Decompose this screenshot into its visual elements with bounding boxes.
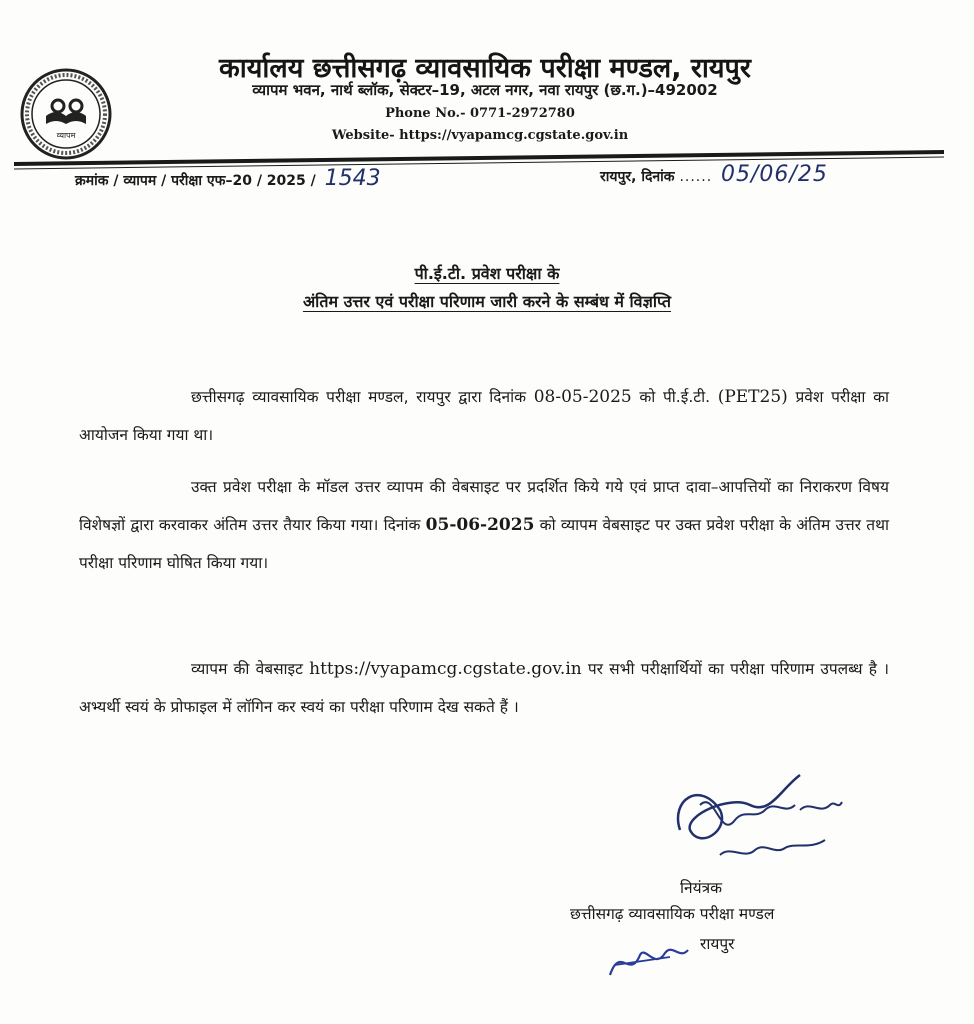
vyapam-logo xyxy=(20,68,112,160)
date-dots: ...... xyxy=(679,169,713,185)
paragraph-3-text-b: पर सभी परीक्षार्थियों का परीक्षा परिणाम उपलब्ध है । अभ्यर्थी स्वयं के प्रोफाइल में लॉगिन कर स्वयं का परीक्षा परिणाम देख सकते हैं । xyxy=(79,660,889,716)
reference-number: 1543 xyxy=(324,166,381,191)
subject-line-2 xyxy=(0,290,974,312)
subject-line-1 xyxy=(0,262,974,284)
paragraph-1-text-a: छत्तीसगढ़ व्यावसायिक परीक्षा मण्डल, रायपुर द्वारा दिनांक xyxy=(191,388,534,406)
subject-line-1-text: पी.ई.टी. प्रवेश परीक्षा के xyxy=(414,264,560,283)
paragraph-3 xyxy=(79,650,889,726)
paragraph-2-text-a: उक्त प्रवेश परीक्षा के मॉडल उत्तर व्यापम की वेबसाइट पर प्रदर्शित किये गये एवं प्राप्त दावा–आपत्तियों का निराकरण विषय विशेषज्ञों द्वारा करवाकर अंतिम उत्तर तैयार किया गया। दिनांक xyxy=(79,478,889,534)
paragraph-1-text-c: प्रवेश परीक्षा का आयोजन किया गया था। xyxy=(79,388,889,444)
paragraph-1 xyxy=(79,378,889,454)
paragraph-3-text-a: व्यापम की वेबसाइट xyxy=(191,660,310,678)
exam-code: (PET25) xyxy=(717,387,788,407)
office-address: व्यापम भवन, नार्थ ब्लॉक, सेक्टर–19, अटल नगर, नवा रायपुर (छ.ग.)–492002 xyxy=(252,81,718,99)
reference-prefix: क्रमांक / व्यापम / परीक्षा एफ–20 / 2025 / xyxy=(75,173,316,189)
office-website: Website- https://vyapamcg.cgstate.gov.in xyxy=(331,128,629,143)
paragraph-2 xyxy=(79,468,889,582)
signatory-designation: नियंत्रक xyxy=(680,879,723,897)
office-title: कार्यालय छत्तीसगढ़ व्यावसायिक परीक्षा मण्डल, रायपुर xyxy=(219,53,751,84)
result-date: 05-06-2025 xyxy=(425,515,535,535)
paragraph-2-text-b: को व्यापम वेबसाइट पर उक्त प्रवेश परीक्षा के अंतिम उत्तर तथा परीक्षा परिणाम घोषित किया गया। xyxy=(79,516,889,572)
office-phone: Phone No.- 0771-2972780 xyxy=(385,106,575,121)
initials-signature xyxy=(600,935,695,987)
paragraph-1-text-b: को पी.ई.टी. xyxy=(631,388,718,406)
controller-signature xyxy=(660,760,850,870)
signatory-organization: छत्तीसगढ़ व्यावसायिक परीक्षा मण्डल xyxy=(570,905,775,923)
website-url: https://vyapamcg.cgstate.gov.in xyxy=(309,659,582,679)
date-line xyxy=(600,162,828,187)
date-label: रायपुर, दिनांक xyxy=(600,169,675,185)
date-value: 05/06/25 xyxy=(721,162,828,187)
signatory-city: रायपुर xyxy=(700,935,735,953)
logo-seal-icon xyxy=(20,68,112,160)
svg-text:व्यापम: व्यापम xyxy=(56,131,76,140)
exam-date: 08-05-2025 xyxy=(533,387,632,407)
subject-line-2-text: अंतिम उत्तर एवं परीक्षा परिणाम जारी करने के सम्बंध में विज्ञप्ति xyxy=(302,292,672,311)
reference-line xyxy=(75,166,381,191)
